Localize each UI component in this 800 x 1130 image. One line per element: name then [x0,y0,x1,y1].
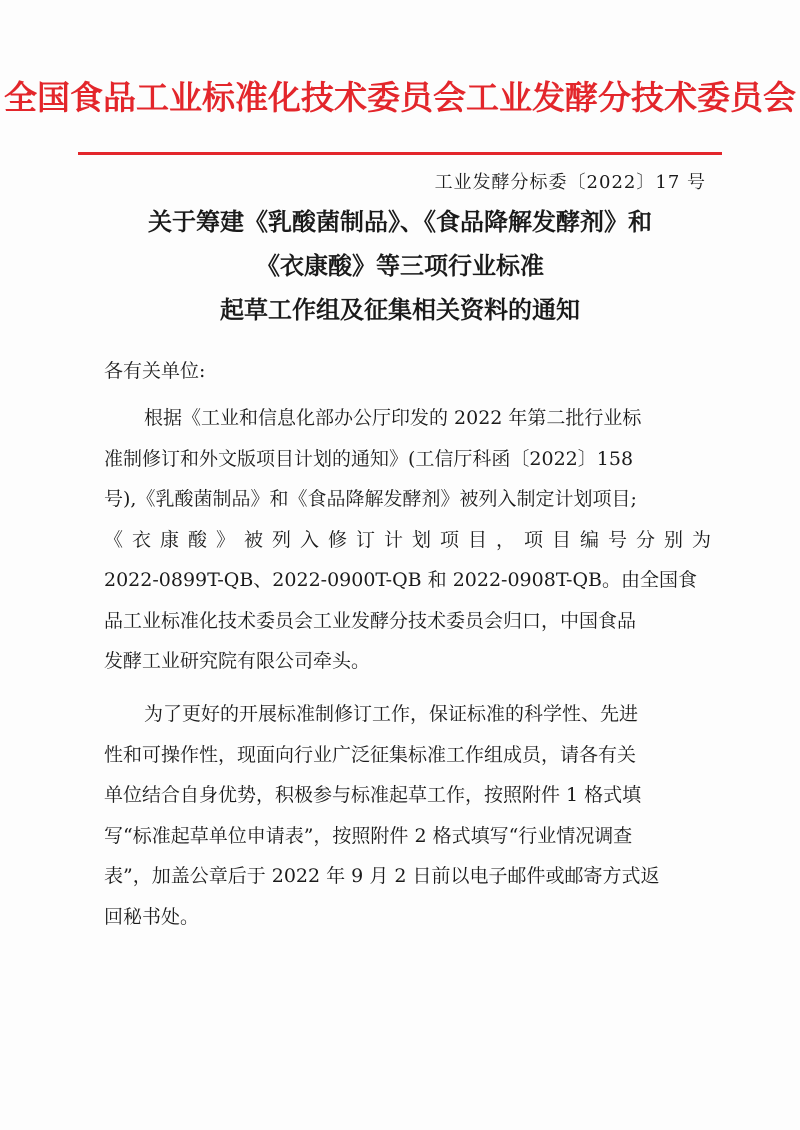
salutation: 各有关单位: [104,360,206,382]
paragraph-2 [104,694,704,937]
letterhead-divider [78,152,722,155]
document-title [0,200,800,332]
title-line: 《衣康酸》等三项行业标准 [256,251,544,280]
paragraph-line: 发酵工业研究院有限公司牵头。 [104,650,371,672]
paragraph-line: 回秘书处。 [104,905,200,928]
paragraph-line: 单位结合自身优势，积极参与标准起草工作，按照附件 1 格式填 [104,784,642,806]
title-line: 起草工作组及征集相关资料的通知 [220,295,580,324]
paragraph-line: 根据《工业和信息化部办公厅印发的 2022 年第二批行业标 [144,407,642,429]
committee-letterhead: 全国食品工业标准化技术委员会工业发酵分技术委员会 [4,78,796,117]
paragraph-line: 为了更好的开展标准制修订工作，保证标准的科学性、先进 [144,703,639,725]
document-number: 工业发酵分标委〔2022〕17 号 [434,172,706,193]
paragraph-line: 性和可操作性，现面向行业广泛征集标准工作组成员，请各有关 [104,743,637,766]
paragraph-line: 号),《乳酸菌制品》和《食品降解发酵剂》被列入制定计划项目; [104,488,637,510]
paragraph-line: 表”，加盖公章后于 2022 年 9 月 2 日前以电子邮件或邮寄方式返 [104,865,660,887]
paragraph-line: 品工业标准化技术委员会工业发酵分技术委员会归口，中国食品 [104,609,637,632]
paragraph-line: 写“标准起草单位申请表”，按照附件 2 格式填写“行业情况调查 [104,824,633,847]
paragraph-line: 准制修订和外文版项目计划的通知》(工信厅科函〔2022〕158 [104,447,634,470]
paragraph-line: 2022-0899T-QB、2022-0900T-QB 和 2022-0908T-QB。由全国食 [104,569,698,591]
title-line: 关于筹建《乳酸菌制品》、《食品降解发酵剂》和 [148,207,652,236]
paragraph-1 [104,398,721,682]
paragraph-line: 《衣康酸》被列入修订计划项目，项目编号分别为 [104,528,721,551]
